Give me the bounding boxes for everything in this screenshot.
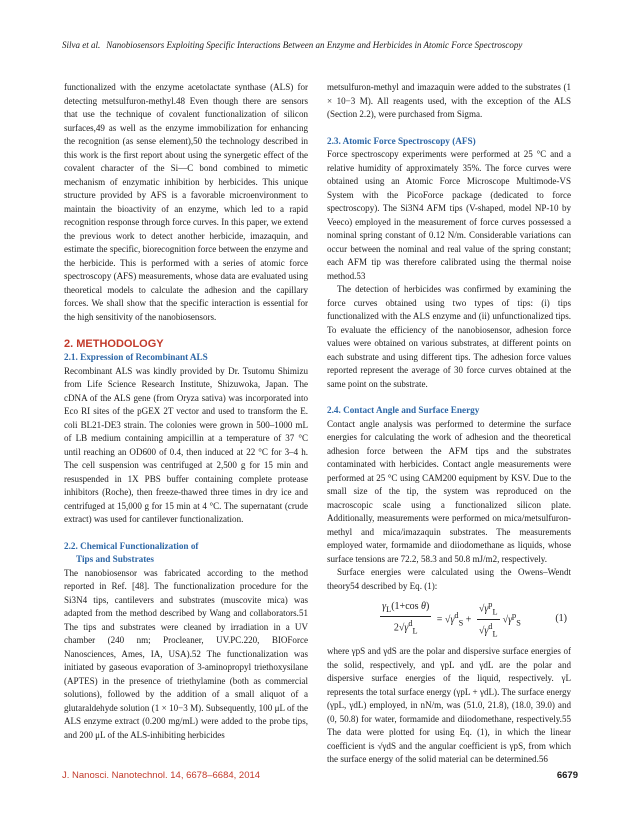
paragraph-2-2-cont: metsulfuron-methyl and imazaquin were added to the substrates (1 × 10−3 M). All reagents used, with the exception of the ALS (Section 2.2), were purchased from Sigma. — [327, 82, 571, 119]
journal-citation: J. Nanosci. Nanotechnol. 14, 6678–6684, 2014 — [62, 770, 261, 781]
subsection-2-2-heading — [64, 540, 308, 567]
right-column — [327, 81, 571, 767]
running-header — [62, 40, 608, 50]
paragraph-2-3b: The detection of herbicides was confirmed by examining the force curves obtained using two types of tips: (i) tips functionalized with the ALS enzyme and (ii) unfunctionalized tips. To evaluate the efficiency of the nanobiosensor, adhesion force values were obtained on various substrates, at different points on each substrate and using different tips. The adhesion force values reported represent the average of 30 force curves obtained at the same point on the substrate. — [327, 284, 571, 389]
subsection-2-3-heading: 2.3. Atomic Force Spectroscopy (AFS) — [327, 135, 476, 146]
paragraph-2-4c: where γpS and γdS are the polar and dispersive surface energies of the solid, respectively, and γpL and γdL are the polar and dispersive surface energies of the liquid, respectively. γL represents the total surface energy (γpL + γdL). The surface energy (γpL, γdL) employed, in nN/m, was (51.0, 21.8), (18.0, 39.0) and (0, 50.8) for water, formamide and diiodomethane, respectively.55 The data were plotted for using Eq. (1), in which the linear coefficient is √γdS and the angular coefficient is γpS, from which the surface energy of the solid material can be determined.56 — [327, 646, 571, 764]
paragraph-2-1: Recombinant ALS was kindly provided by Dr. Tsutomu Shimizu from Life Science Research Institute, Shizuwoka, Japan. The cDNA of the ALS gene (from Oryza sativa) was incorporated into Eco RI sites of the pGEX 2T vector and used to transform the E. coli BL21-DE3 strain. The colonies were grown in 500–1000 mL of LB medium containing ampicillin at a temperature of 37 °C until reaching an OD600 of 0.4, then induced at 22 °C for 3–4 h. The cell suspension was centrifuged at 2,500 g for 15 min and resuspended in 1X PBS buffer containing complete protease inhibitors (Roche), then freeze-thawed three times in dry ice and centrifuged at 15,000 g for 15 min at 4 °C. The supernatant (crude extract) was used for cantilever functionalization. — [64, 365, 308, 524]
left-column — [64, 81, 308, 742]
equation-lhs: $\frac{\gamma_L(1+\cos \theta)}{2√\gamma^d_L}$ — [382, 600, 430, 636]
paragraph-2-2: The nanobiosensor was fabricated according to the method reported in Ref. [48]. The functionalization procedure for the Si3N4 tips, cantilevers and substrates (muscovite mica) was adapted from the method described by Wang and collaborators.51 The tips and substrates were cleaned by irradiation in a UV chamber (240 nm; Procleaner, UV.PC.220, BIOForce Nanosciences, Ames, IA, USA).52 The functionalization was initiated by gaseous evaporation of 3-aminopropyl triethoxysilane (APTES) in the presence of triethylamine (both as commercial solutions), followed by the addition of a small aliquot of a glutaraldehyde solution (1 × 10−3 M). Subsequently, 100 μL of the ALS enzyme extract (0.200 mg/mL) were added to the probe tips, and 200 μL of the ALS-inhibiting herbicides — [64, 567, 308, 740]
subsection-2-2-line1: 2.2. Chemical Functionalization of — [64, 540, 199, 551]
paragraph-2-3a: Force spectroscopy experiments were performed at 25 °C and a relative humidity of approximately 35%. The force curves were obtained using an Atomic Force Microscope Multimode-VS System with the PicoForce package (dedicated to force spectroscopy). The Si3N4 AFM tips (V-shaped, model NP-10 by Veeco) employed in the measurement of force curves possessed a nominal spring constant of 0.12 N/m. Considerable variations can occur between the nominal and real value of the spring constant; each AFM tip was therefore calibrated using the thermal noise method.53 — [327, 149, 571, 281]
owens-wendt-equation: $\frac{\gamma_L(1+\cos \theta)}{2√\gamma^d_L}$ = $√\gamma^d_S$ + $\frac{√\gamma^p_L}{√\gamma^d_L}$ $√\gamma^p_S$ (1) — [327, 597, 571, 641]
equation-rhs-fraction: $\frac{√\gamma^p_L}{√\gamma^d_L}$ — [478, 599, 498, 638]
equation-number: (1) — [555, 613, 567, 625]
page-number: 6679 — [556, 770, 578, 781]
header-authors: Silva et al. — [62, 40, 101, 50]
subsection-2-1-heading: 2.1. Expression of Recombinant ALS — [64, 352, 208, 362]
intro-paragraph: functionalized with the enzyme acetolactate synthase (ALS) for detecting metsulfuron-methyl.48 Even though there are sensors that use the technique of covalent functionalization of silicon surfaces,49 as well as the enzyme immobilization for enhancing the recognition (as sense element),50 the technology described in this work is the first report about using the synergetic effect of the covalent character of the Si—C bond combined to mimetic mechanism of enzymatic inhibition by herbicides. This unique structure provided by AFS is a favorable microenvironment to maintain the bioactivity of an enzyme, which led to a rapid recognition response through force curves. In this paper, we extend the previous work to detect another herbicide, imazaquin, and estimate the specific, biorecognition force between the enzyme and the herbicide. This is performed with a series of atomic force spectroscopy (AFS) measurements, whose data are evaluated using theoretical models to calculate the adhesion and the capillary forces. We shall show that the specific interaction is essential for the high sensitivity of the nanobiosensors. — [64, 82, 308, 322]
header-title: Nanobiosensors Exploiting Specific Interactions Between an Enzyme and Herbicides in Atomic Force Spectroscopy — [106, 40, 523, 50]
page-footer — [62, 770, 578, 781]
subsection-2-2-line2: Tips and Substrates — [76, 554, 154, 564]
paragraph-2-4b: Surface energies were calculated using the Owens–Wendt theory54 described by Eq. (1): — [327, 567, 571, 591]
section-methodology-heading: 2. METHODOLOGY — [64, 338, 164, 350]
paragraph-2-4a: Contact angle analysis was performed to determine the surface energies for calculating the work of adhesion and the theoretical adhesion force between the AFM tips and the substrates contaminated with herbicides. Contact angle measurements were performed at 25 °C using CAM200 equipment by KSV. Due to the small size of the tip, the system was reproduced on the macroscopic scale using a functionalized silicon plate. Additionally, measurements were performed on mica/metsulfuron-methyl and mica/imazaquin substrates. The measurements employed water, formamide and diiodomethane as liquids, whose surface tensions are 72.2, 58.3 and 50.8 mJ/m2, respectively. — [327, 418, 571, 564]
subsection-2-4-heading: 2.4. Contact Angle and Surface Energy — [327, 405, 480, 415]
